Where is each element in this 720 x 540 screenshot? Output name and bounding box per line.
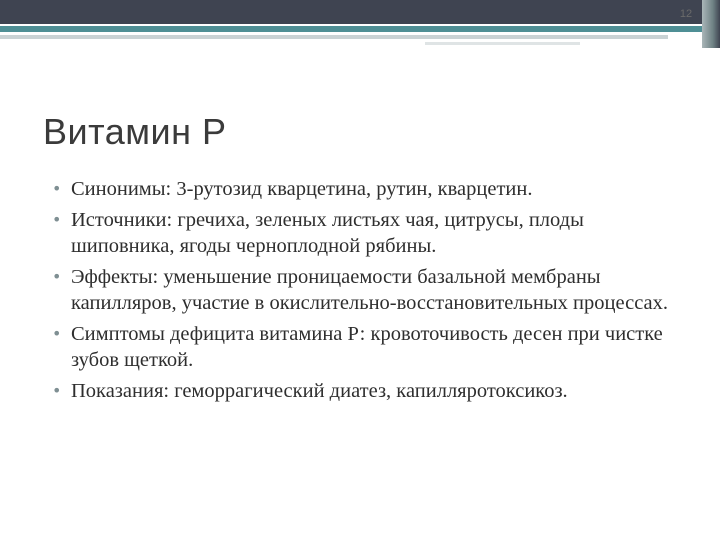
bullet-text: Показания: геморрагический диатез, капилляротоксикоз.: [71, 380, 568, 402]
bullet-list: [50, 176, 690, 409]
bullet-text: Симптомы дефицита витамина Р: кровоточивость десен при чистке зубов щеткой.: [71, 323, 663, 371]
bullet-dot-icon: •: [52, 267, 62, 286]
bullet-item-synonyms: [50, 176, 690, 202]
bullet-item-sources: [50, 207, 690, 259]
bullet-dot-icon: •: [52, 324, 62, 343]
accent-line: [0, 26, 720, 32]
bullet-dot-icon: •: [52, 210, 62, 229]
bullet-item-effects: [50, 264, 690, 316]
decorative-line-short: [425, 42, 580, 45]
top-bar: [0, 0, 720, 24]
bullet-dot-icon: •: [52, 179, 62, 198]
bullet-item-indications: [50, 378, 690, 404]
slide-number: 12: [679, 8, 693, 20]
slide-title: Витамин Р: [43, 111, 227, 152]
bullet-text: Синонимы: 3-рутозид кварцетина, рутин, кварцетин.: [71, 178, 533, 200]
decorative-line: [0, 35, 668, 39]
bullet-text: Источники: гречиха, зеленых листьях чая, цитрусы, плоды шиповника, ягоды черноплодной рябины.: [71, 209, 584, 257]
bullet-text: Эффекты: уменьшение проницаемости базальной мембраны капилляров, участие в окислительно-восстановительных процессах.: [71, 266, 669, 314]
bullet-item-symptoms: [50, 321, 690, 373]
decorative-corner-strip: [702, 0, 720, 48]
bullet-dot-icon: •: [52, 381, 62, 400]
